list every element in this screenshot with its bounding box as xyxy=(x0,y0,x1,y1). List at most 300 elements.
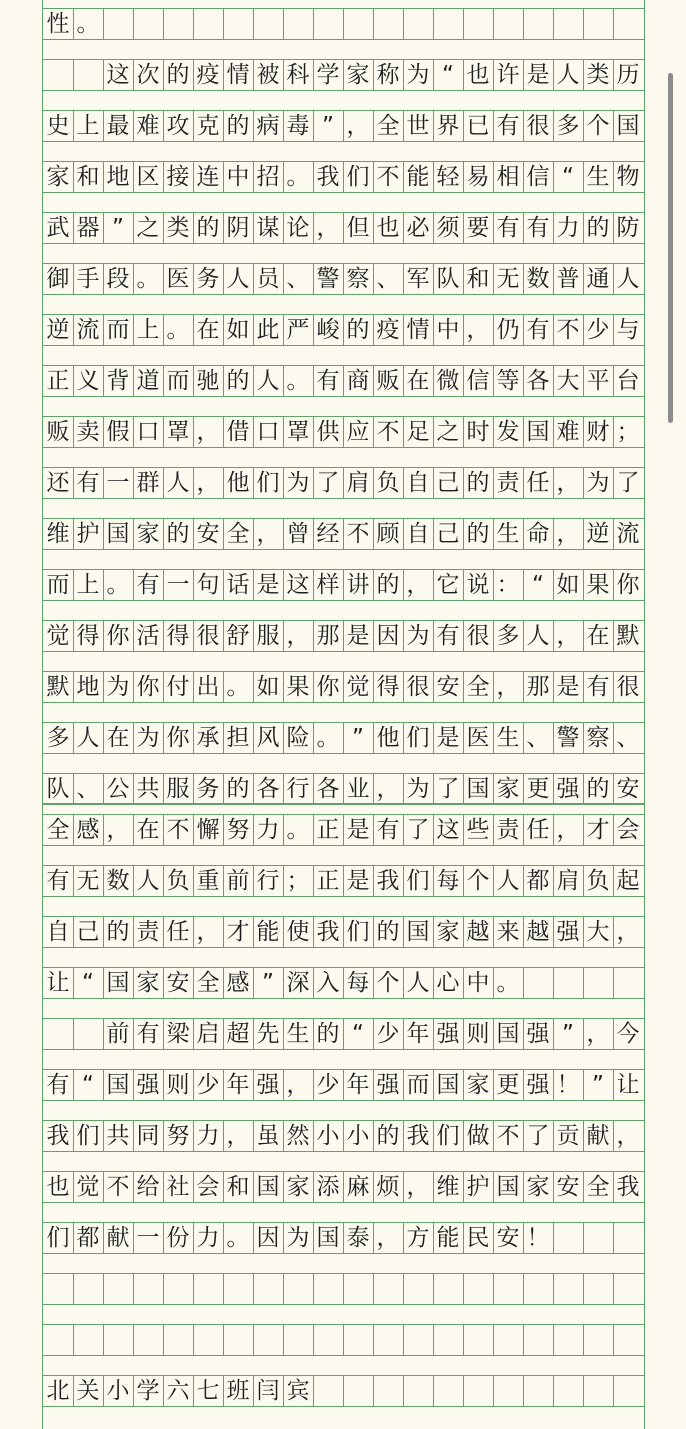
grid-character: 假 xyxy=(106,419,130,445)
grid-cell-divider xyxy=(313,1324,314,1356)
grid-character: 顾 xyxy=(376,521,400,547)
grid-character: 界 xyxy=(436,113,460,139)
grid-character: 为 xyxy=(286,1225,310,1251)
grid-character: 安 xyxy=(436,674,460,700)
grid-character: 。 xyxy=(496,970,520,996)
grid-character: 学 xyxy=(316,62,340,88)
grid-character: 家 xyxy=(136,970,160,996)
grid-character: 难 xyxy=(136,113,160,139)
grid-character: 也 xyxy=(376,215,400,241)
grid-character: 责 xyxy=(136,919,160,945)
grid-character: 负 xyxy=(376,470,400,496)
grid-cell-divider xyxy=(553,1375,554,1407)
grid-character: 强 xyxy=(256,1072,280,1098)
grid-cell-divider xyxy=(223,8,224,40)
grid-character: 流 xyxy=(76,317,100,343)
grid-cell-divider xyxy=(523,1375,524,1407)
grid-cell-divider xyxy=(463,1375,464,1407)
grid-cell-divider xyxy=(163,1324,164,1356)
grid-character: 必 xyxy=(406,215,430,241)
grid-character: 全 xyxy=(586,1174,610,1200)
grid-character: 行 xyxy=(256,868,280,894)
grid-cell-divider xyxy=(583,1324,584,1356)
grid-character: 都 xyxy=(526,868,550,894)
grid-character: “ xyxy=(532,572,544,598)
grid-character: 一 xyxy=(136,1225,160,1251)
grid-character: 普 xyxy=(556,266,580,292)
grid-character: 学 xyxy=(136,1378,160,1404)
grid-cell-divider xyxy=(133,8,134,40)
grid-character: 觉 xyxy=(76,1174,100,1200)
grid-character: 小 xyxy=(106,1378,130,1404)
grid-character: 有 xyxy=(136,1021,160,1047)
grid-character: 全 xyxy=(196,970,220,996)
grid-character: 家 xyxy=(466,1072,490,1098)
grid-character: “ xyxy=(562,164,574,190)
grid-cell-divider xyxy=(553,967,554,999)
grid-character: 上 xyxy=(136,317,160,343)
grid-character: 了 xyxy=(316,470,340,496)
grid-character: 在 xyxy=(406,368,430,394)
grid-paper-sheet-2 xyxy=(42,803,645,1429)
grid-character: 医 xyxy=(166,266,190,292)
grid-character: 你 xyxy=(316,674,340,700)
grid-character: 强 xyxy=(556,919,580,945)
grid-character: 不 xyxy=(106,1174,130,1200)
grid-character: 。 xyxy=(226,1225,250,1251)
grid-character: 感 xyxy=(76,817,100,843)
grid-character: 肩 xyxy=(346,470,370,496)
grid-character: 上 xyxy=(76,572,100,598)
grid-character: “ xyxy=(82,970,94,996)
grid-character: 不 xyxy=(496,1123,520,1149)
grid-character: 得 xyxy=(166,623,190,649)
grid-character: 家 xyxy=(346,62,370,88)
grid-character: 则 xyxy=(466,1021,490,1047)
grid-character: 它 xyxy=(436,572,460,598)
grid-character: 仍 xyxy=(496,317,520,343)
grid-character: 他 xyxy=(226,470,250,496)
grid-character: ， xyxy=(406,572,430,598)
grid-character: 如 xyxy=(226,317,250,343)
grid-paper-sheet-1 xyxy=(42,0,645,860)
grid-cell-divider xyxy=(73,1273,74,1305)
grid-character: 安 xyxy=(166,970,190,996)
grid-character: 安 xyxy=(196,521,220,547)
grid-character: 很 xyxy=(466,623,490,649)
grid-cell-divider xyxy=(253,8,254,40)
grid-character: 连 xyxy=(196,164,220,190)
grid-cell-divider xyxy=(463,1324,464,1356)
grid-character: 情 xyxy=(226,62,250,88)
grid-character: 负 xyxy=(586,868,610,894)
grid-character: 自 xyxy=(46,919,70,945)
grid-character: 队 xyxy=(46,776,70,802)
grid-character: 有 xyxy=(496,215,520,241)
grid-character: ， xyxy=(586,1021,610,1047)
grid-character: 警 xyxy=(316,266,340,292)
grid-character: 会 xyxy=(616,817,640,843)
grid-character: 我 xyxy=(46,1123,70,1149)
grid-character: 那 xyxy=(316,623,340,649)
grid-character: 们 xyxy=(46,1225,70,1251)
grid-character: 有 xyxy=(46,868,70,894)
grid-character: ” xyxy=(322,113,334,139)
scrollbar-thumb[interactable] xyxy=(668,73,673,423)
grid-character: 。 xyxy=(226,674,250,700)
grid-character: 服 xyxy=(256,623,280,649)
grid-character: 启 xyxy=(196,1021,220,1047)
grid-character: 供 xyxy=(316,419,340,445)
grid-character: 的 xyxy=(166,521,190,547)
grid-character: 这 xyxy=(436,817,460,843)
grid-character: 也 xyxy=(46,1174,70,1200)
grid-character: 罩 xyxy=(286,419,310,445)
grid-cell-divider xyxy=(163,8,164,40)
grid-character: 家 xyxy=(496,776,520,802)
grid-character: 口 xyxy=(136,419,160,445)
grid-cell-divider xyxy=(493,1324,494,1356)
grid-character: 同 xyxy=(136,1123,160,1149)
grid-character: 人 xyxy=(226,266,250,292)
grid-character: 份 xyxy=(166,1225,190,1251)
grid-character: 国 xyxy=(496,1021,520,1047)
grid-character: 使 xyxy=(286,919,310,945)
grid-character: ， xyxy=(406,1174,430,1200)
grid-character: 少 xyxy=(586,317,610,343)
grid-character: 人 xyxy=(616,266,640,292)
grid-character: 地 xyxy=(76,674,100,700)
grid-cell-divider xyxy=(523,1273,524,1305)
grid-character: 。 xyxy=(76,11,100,37)
grid-cell-divider xyxy=(343,8,344,40)
grid-character: 许 xyxy=(496,62,520,88)
grid-character: 讲 xyxy=(346,572,370,598)
grid-character: 生 xyxy=(496,725,520,751)
grid-character: 称 xyxy=(376,62,400,88)
grid-character: 通 xyxy=(586,266,610,292)
grid-character: 了 xyxy=(526,1123,550,1149)
grid-character: 人 xyxy=(406,970,430,996)
grid-character: 全 xyxy=(226,521,250,547)
grid-character: 担 xyxy=(226,725,250,751)
grid-character: 一 xyxy=(166,572,190,598)
grid-character: 出 xyxy=(196,674,220,700)
grid-character: ” xyxy=(112,215,124,241)
grid-character: 能 xyxy=(436,1225,460,1251)
grid-character: 器 xyxy=(76,215,100,241)
grid-character: ； xyxy=(286,868,310,894)
grid-character: 越 xyxy=(526,919,550,945)
grid-character: 话 xyxy=(226,572,250,598)
grid-character: 。 xyxy=(286,164,310,190)
grid-cell-divider xyxy=(373,1375,374,1407)
grid-cell-divider xyxy=(523,8,524,40)
grid-character: 世 xyxy=(406,113,430,139)
grid-character: 借 xyxy=(226,419,250,445)
grid-character: 全 xyxy=(466,674,490,700)
grid-character: 能 xyxy=(406,164,430,190)
grid-cell-divider xyxy=(73,1324,74,1356)
grid-character: ！ xyxy=(526,1225,550,1251)
grid-character: 不 xyxy=(376,419,400,445)
grid-character: 更 xyxy=(496,1072,520,1098)
grid-character: 麻 xyxy=(346,1174,370,1200)
grid-character: 年 xyxy=(406,1021,430,1047)
grid-cell-divider xyxy=(133,1324,134,1356)
grid-character: 人 xyxy=(526,623,550,649)
grid-character: 泰 xyxy=(346,1225,370,1251)
grid-character xyxy=(43,60,73,90)
grid-character: 无 xyxy=(76,868,100,894)
grid-character: 手 xyxy=(76,266,100,292)
grid-character: 有 xyxy=(316,368,340,394)
grid-character: 难 xyxy=(556,419,580,445)
grid-character: 服 xyxy=(166,776,190,802)
grid-character: 活 xyxy=(136,623,160,649)
grid-character: 宾 xyxy=(286,1378,310,1404)
grid-character: 家 xyxy=(136,521,160,547)
grid-character: 的 xyxy=(346,317,370,343)
grid-character: 己 xyxy=(436,521,460,547)
grid-character: 段 xyxy=(106,266,130,292)
grid-cell-divider xyxy=(583,1375,584,1407)
grid-character: 生 xyxy=(496,521,520,547)
grid-character: 命 xyxy=(526,521,550,547)
grid-character: 有 xyxy=(136,572,160,598)
grid-character: 小 xyxy=(316,1123,340,1149)
grid-character: 全 xyxy=(376,113,400,139)
grid-character: 每 xyxy=(346,970,370,996)
grid-character: 国 xyxy=(106,970,130,996)
grid-character: 毒 xyxy=(286,113,310,139)
grid-character: 你 xyxy=(136,674,160,700)
grid-character: 地 xyxy=(106,164,130,190)
grid-character: 已 xyxy=(466,113,490,139)
grid-character: 因 xyxy=(376,623,400,649)
grid-character: 重 xyxy=(196,868,220,894)
grid-character: 不 xyxy=(166,817,190,843)
grid-character: 病 xyxy=(256,113,280,139)
grid-character: ， xyxy=(226,1123,250,1149)
grid-character: 也 xyxy=(466,62,490,88)
grid-character: 的 xyxy=(376,1123,400,1149)
grid-character: ！ xyxy=(556,1072,580,1098)
grid-character: 的 xyxy=(376,572,400,598)
grid-character: 舒 xyxy=(226,623,250,649)
grid-character: 己 xyxy=(76,919,100,945)
grid-character: 们 xyxy=(406,725,430,751)
grid-character: 多 xyxy=(496,623,520,649)
grid-character: ， xyxy=(256,521,280,547)
grid-character: 而 xyxy=(406,1072,430,1098)
grid-character: ， xyxy=(376,1225,400,1251)
grid-cell-divider xyxy=(373,8,374,40)
grid-character: 才 xyxy=(226,919,250,945)
grid-character: 峻 xyxy=(316,317,340,343)
grid-character: 有 xyxy=(526,317,550,343)
grid-character: 然 xyxy=(286,1123,310,1149)
grid-character: 们 xyxy=(76,1123,100,1149)
grid-character: 业 xyxy=(346,776,370,802)
grid-character: 的 xyxy=(226,368,250,394)
grid-character: 经 xyxy=(316,521,340,547)
grid-cell-divider xyxy=(313,1375,314,1407)
grid-character: ， xyxy=(616,1123,640,1149)
grid-character: 和 xyxy=(466,266,490,292)
grid-character: 不 xyxy=(376,164,400,190)
grid-cell-divider xyxy=(283,8,284,40)
grid-character: 责 xyxy=(496,817,520,843)
grid-character: 让 xyxy=(616,1072,640,1098)
grid-character: 今 xyxy=(616,1021,640,1047)
grid-character: 曾 xyxy=(286,521,310,547)
grid-character: 有 xyxy=(76,470,100,496)
grid-character: 武 xyxy=(46,215,70,241)
grid-character xyxy=(43,1019,73,1049)
grid-character: ， xyxy=(196,919,220,945)
grid-character: ” xyxy=(592,1072,604,1098)
grid-character: 力 xyxy=(196,1123,220,1149)
grid-character: 数 xyxy=(106,868,130,894)
grid-character: 和 xyxy=(76,164,100,190)
grid-character: 、 xyxy=(616,725,640,751)
grid-character: 在 xyxy=(586,623,610,649)
grid-character: 中 xyxy=(466,970,490,996)
grid-cell-divider xyxy=(493,1375,494,1407)
grid-cell-divider xyxy=(613,8,614,40)
grid-character: 克 xyxy=(196,113,220,139)
grid-character: 行 xyxy=(286,776,310,802)
grid-character: 的 xyxy=(106,919,130,945)
grid-character: 觉 xyxy=(346,674,370,700)
grid-cell-divider xyxy=(523,967,524,999)
grid-character: 逆 xyxy=(46,317,70,343)
grid-cell-divider xyxy=(583,1273,584,1305)
grid-character: 了 xyxy=(436,776,460,802)
grid-character: 各 xyxy=(526,368,550,394)
grid-character: 是 xyxy=(556,674,580,700)
grid-character: 、 xyxy=(526,725,550,751)
grid-cell-divider xyxy=(373,1273,374,1305)
grid-character: 如 xyxy=(556,572,580,598)
grid-character: 维 xyxy=(46,521,70,547)
grid-character: 为 xyxy=(286,470,310,496)
grid-character: 你 xyxy=(166,725,190,751)
grid-character: 们 xyxy=(436,1123,460,1149)
grid-character: 时 xyxy=(466,419,490,445)
grid-cell-divider xyxy=(433,1375,434,1407)
grid-character: 懈 xyxy=(196,817,220,843)
grid-character: 类 xyxy=(586,62,610,88)
grid-character: 方 xyxy=(406,1225,430,1251)
grid-character: ， xyxy=(616,919,640,945)
grid-character: 区 xyxy=(136,164,160,190)
grid-character: 疫 xyxy=(196,62,220,88)
grid-character: 国 xyxy=(496,1174,520,1200)
grid-character: 任 xyxy=(526,470,550,496)
grid-character: ， xyxy=(286,1072,310,1098)
grid-character: 护 xyxy=(76,521,100,547)
grid-cell-divider xyxy=(613,1324,614,1356)
grid-character: 们 xyxy=(406,868,430,894)
grid-character: ， xyxy=(196,419,220,445)
grid-character: 个 xyxy=(586,113,610,139)
grid-character: 了 xyxy=(616,470,640,496)
grid-character: ” xyxy=(352,725,364,751)
grid-character: 任 xyxy=(526,817,550,843)
grid-character: 历 xyxy=(616,62,640,88)
grid-character: 贩 xyxy=(376,368,400,394)
grid-character: 人 xyxy=(556,62,580,88)
grid-character: 前 xyxy=(226,868,250,894)
grid-cell-divider xyxy=(133,1273,134,1305)
grid-cell-divider xyxy=(463,1273,464,1305)
grid-cell-divider xyxy=(433,1273,434,1305)
grid-cell-divider xyxy=(403,1324,404,1356)
grid-character: 的 xyxy=(226,113,250,139)
grid-cell-divider xyxy=(163,1273,164,1305)
grid-character: 数 xyxy=(526,266,550,292)
grid-character: 有 xyxy=(376,817,400,843)
grid-character: 些 xyxy=(466,817,490,843)
grid-character: 微 xyxy=(436,368,460,394)
grid-cell-divider xyxy=(343,1375,344,1407)
grid-character: 北 xyxy=(46,1378,70,1404)
grid-character: 医 xyxy=(466,725,490,751)
grid-character: 须 xyxy=(436,215,460,241)
grid-character: 。 xyxy=(106,572,130,598)
grid-character: 的 xyxy=(226,776,250,802)
grid-character: 为 xyxy=(586,470,610,496)
grid-character: 。 xyxy=(166,317,190,343)
grid-character: 国 xyxy=(466,776,490,802)
grid-character: 是 xyxy=(436,725,460,751)
grid-character xyxy=(73,1019,103,1049)
grid-character: 民 xyxy=(466,1225,490,1251)
grid-character: 家 xyxy=(286,1174,310,1200)
grid-character: 人 xyxy=(256,368,280,394)
grid-character: 此 xyxy=(256,317,280,343)
grid-character: 们 xyxy=(346,164,370,190)
grid-character: 力 xyxy=(556,215,580,241)
grid-character: 情 xyxy=(406,317,430,343)
grid-character: 要 xyxy=(466,215,490,241)
grid-character: 因 xyxy=(256,1225,280,1251)
grid-character: 我 xyxy=(406,1123,430,1149)
grid-character: 类 xyxy=(166,215,190,241)
grid-character: 自 xyxy=(406,521,430,547)
grid-character: 背 xyxy=(106,368,130,394)
grid-cell-divider xyxy=(283,1324,284,1356)
grid-character: 了 xyxy=(406,817,430,843)
grid-cell-divider xyxy=(613,1273,614,1305)
grid-top-line xyxy=(42,803,645,804)
grid-character: 道 xyxy=(136,368,160,394)
grid-character: 们 xyxy=(256,470,280,496)
grid-cell-divider xyxy=(283,1273,284,1305)
grid-character: 强 xyxy=(526,1021,550,1047)
grid-character: 社 xyxy=(166,1174,190,1200)
grid-character: 有 xyxy=(526,215,550,241)
grid-character: 贡 xyxy=(556,1123,580,1149)
grid-character: 性 xyxy=(46,11,70,37)
grid-character: 疫 xyxy=(376,317,400,343)
grid-character: 队 xyxy=(436,266,460,292)
grid-character: 国 xyxy=(406,919,430,945)
grid-character: 关 xyxy=(76,1378,100,1404)
grid-cell-divider xyxy=(553,1273,554,1305)
